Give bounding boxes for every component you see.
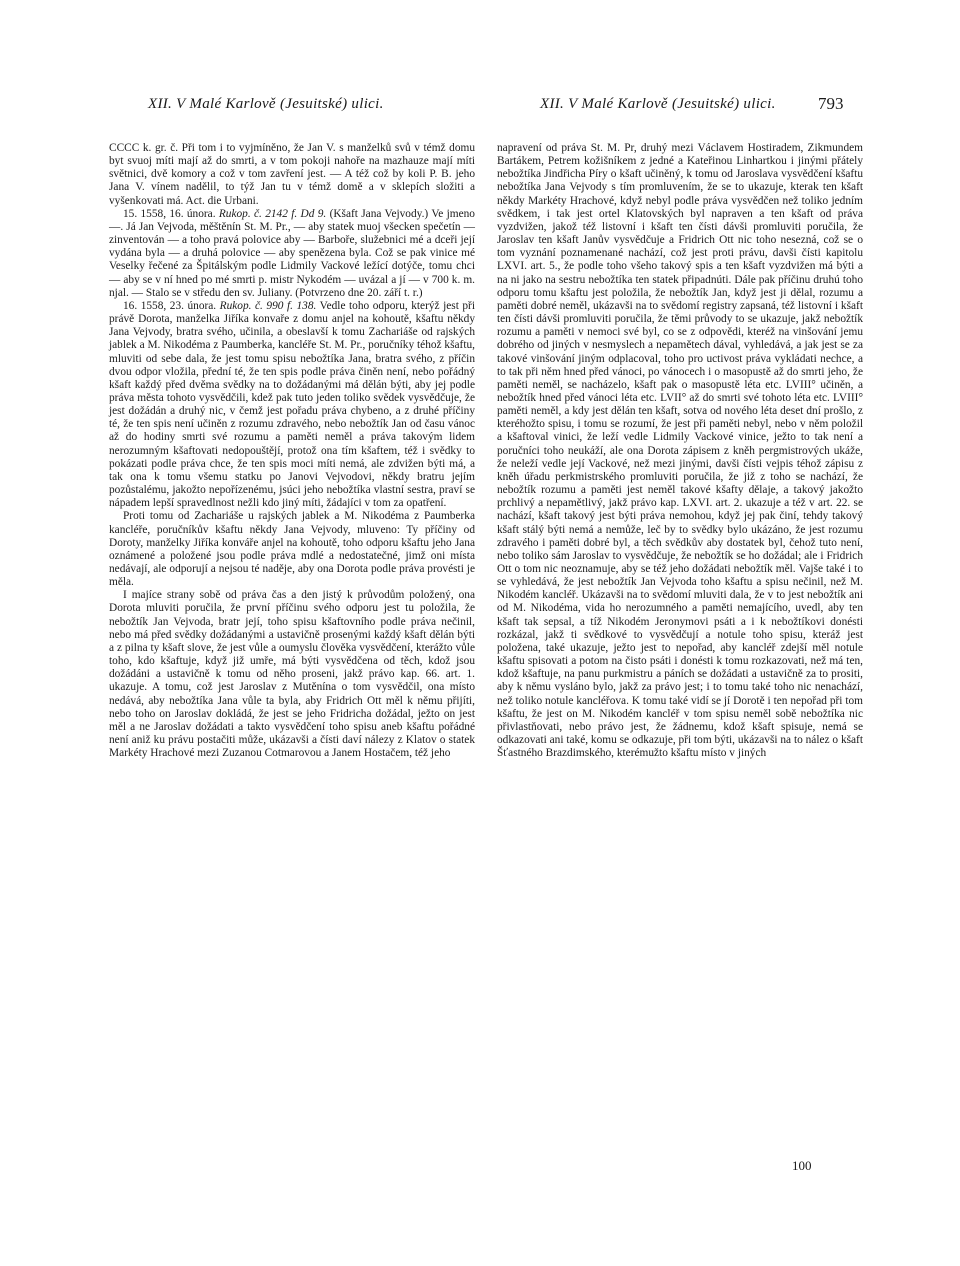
- signature-mark: 100: [792, 1158, 812, 1173]
- paragraph: Proti tomu od Zachariáše u rajských jablek a M. Nikodéma z Paumberka kancléře, poručníkův kšaftu někdy Jana Vejvody, mluveno: Ty příčiny od Doroty, manželky Jiříka konváře anjel na kohoutě, toho odporu kšaftu jeho Jana oznámené a položené jsou podle práva mdlé a nedostatečné, jimž oni místa nedávají, ale odporují a nejsou té naděje, aby ona Dorota podle práva provésti je měla.: [109, 510, 475, 589]
- running-head-right: XII. V Malé Karlově (Jesuitské) ulici.: [540, 96, 776, 112]
- paragraph: I majíce strany sobě od práva čas a den jistý k průvodům položený, ona Dorota mluviti poručila, že první příčinu svého odporu jest tu položila, že nebožtík Jan Vejvoda, bratr její, toho spisu kšaftovního podle práva nečinil, nebo má před svědky dožádanými a ustavičně prosenými každý kšaft dělán býti a z pilna ty kšaft slove, že jest vůle a oumyslu člověka vysvědčení, kterážto vůle toho, kdo kšaftuje, když již umře, má býti vysvědčena od těch, kdož jsou dožádáni a ustavičně k tomu od něho proseni, jakž právo kap. 66. art. 1. ukazuje. A tomu, což jest Jaroslav z Mutěnína o tom vysvědčil, ona místo nedává, aby nebožtíka Jana vůle ta byla, aby Fridrich Ott měl k němu přijíti, nebo toho on Jaroslav dokládá, že jest se jeho Fridricha dožádal, ježto on jest měl a ne Jaroslav dožádati a takto vysvědčení toho spisu aneb kšaftu pořádné není aniž ku právu postačiti může, ukázavši a čísti daví nálezy z Klatov o statek Markéty Hrachové mezi Zuzanou Cotmarovou a Janem Hostačem, též jeho: [109, 589, 475, 760]
- entry-text: (Kšaft Jana Vejvody.) Ve jmeno —. Já Jan Vejvoda, měštěnín St. M. Pr., — aby statek muoj všecken spečetín — zinventován — a toho pravá polovice aby — Barboře, služebnici mé a dceři její vydána byla — a druhá polovice — aby spenězena byla. Což se pak vinice mé Veselky řečené za Špitálským podle Lidmily Vackové ležící dotýče, tomu chci — aby se v ní hned po mé smrti p. mistr Nykodém — uvázal a jí — v 700 k. m. njal. — Stalo se v středu den sv. Juliany. (Potvrzeno dne 20. září t. r.): [109, 207, 475, 299]
- left-column: [109, 142, 475, 760]
- entry-15: [109, 208, 475, 300]
- paragraph: CCCC k. gr. č. Při tom i to vyjmíněno, že Jan V. s manželků svů v témž domu byt svuoj míti mají až do smrti, a v tom pokoji nahoře na mazhauze mají míti světnici, dvě komory a což v tom zavření jest. — A též což by koli P. B. jeho Jana V. vínem nadělil, to týž Jan tu v témž domě a v sklepích složiti a vyšenkovati má. Act. die Urbani.: [109, 142, 475, 207]
- right-column: [497, 142, 863, 760]
- entry-text: Vedle toho odporu, kterýž jest při právě Dorota, manželka Jiříka konvaře z domu anjel na kohoutě, kšaftu někdy Jana Vejvody, bratra svého, učinila, a obeslavší k tomu Zachariáše od rajských jablek a M. Nikodéma z Paumberka, kancléře St. M. Pr., poručníky téhož kšaftu, mluviti od sebe dala, že jest tomu spisu nebožtíka Jana, bratra svého, z příčin dvou odpor vložila, přední té, že ten spis podle práva činěn není, nebo pořádný kšaft každý před dvěma svědky na to dožádanými má dělán býti, aby jej podle práva města tohoto vysvědčili, kdež pak tuto jeden toliko svědek vysvědčuje, že jest dožádán a druhý nic, v čemž jest pořadu práva chybeno, a z druhé příčiny té, že ten spis není učiněn z rozumu zdravého, nebo nebožtík Jan od času vánoc až do hodiny smrti své rozumu a paměti neměl a práva takovým lidem nerozumným kšaftovati nedopouštějí, protož ona tím kšaftem, též i svědky to pokázati podle práva chce, že ten spis moci míti nemá, ale zdvižen býti má, a tak ona k tomu všemu statku po Janovi Vejvodovi, někdy bratru jejím pozůstalému, jakožto nepořízenému, jsúci jeho nebožtíka vlastní sestra, praví se nápadem lepší spravedlnost nežli kdo jiný míti, žádajíci v tom za opatření.: [109, 299, 475, 510]
- running-head-left: XII. V Malé Karlově (Jesuitské) ulici.: [148, 96, 384, 112]
- entry-source: Rukop. č. 990 f. 138.: [219, 299, 317, 312]
- paragraph: napravení od práva St. M. Pr, druhý mezi Václavem Hostiradem, Zikmundem Bartákem, Petrem kožišníkem z jedné a Kateřinou Linhartkou i jinými přátely nebožtíka Jindřicha Píry o kšaft učiněný, k tomu od Jaroslava vysvědčení kšaftu nebožtíka Jana Vejvody s tím promluvením, že se to ukazuje, kterak ten kšaft někdy Markéty Hrachové, když nebyl podle práva vysvědčen než toliko jedním svědkem, i tak jest ortel Klatovských byl napraven a ten kšaft od práva vyzdvižen, jakož též listovní i kšaft ten čísti dávši promluviti poručila, že Jaroslav ten kšaft Janův vysvědčuje a Fridrich Ott nic toho nesezná, což se o tom vyznání poznamenané nachází, což jest proti právu, davši čísti kapitolu LXVI. art. 5., že podle toho všeho takový spis a ten kšaft vyzdvižen má býti a na ni jako na sestru nebožtíka ten statek připadnúti. Dále pak příčinu druhú toho odporu tomu kšaftu jest položila, že nebožtík Jan, když jest ji dělal, rozumu a paměti dobré neměl, ukázavši na to svědomí registry zapsaná, též listovní i kšaft ten čísti dávši promluviti poručila, že těmi průvody to se ukazuje, jakž nebožtík rozumu a paměti v nemoci své byl, co se z odpovědi, kteréž na vinšování jemu dobrého od jiných v nesmyslech a nepamětech dával, vyhledává, a jak jest se za takové vinšování jiným odplacoval, toho pro uctivost práva vykládati nechce, a to tak při něm hned před vánoci, po vánocech i o masopustě až do smrti jeho, že paměti neměl, se nacházelo, kšaft pak o masopustě léta etc. LVIII° učiněn, a nebožtík hned před vánoci léta etc. LVII° až do smrti své tohoto léta etc. LVIII° paměti neměl, a kdy jest dělán ten kšaft, sotva od nového léta deset dní prošlo, z kteréhožto spisu, i tomu se rozumí, že jest při paměti nebyl, nebo v něm položil a kšaftoval vinici, že leží vedle Lidmily Vackové vinice, ježto to tak není a poručníci toho neukáží, ale ona Dorota zápisem z kněh pergmistrových ukáže, že neleží vedle její Vackové, než mezi jinými, davši čísti vejpis téhož zápisu z kněh úřadu perkmistrského promluviti poručila, že již z toho se nachází, že nebožtík rozumu a paměti jest neměl takové kšafty dělaje, a takový jakožto prchlivý a nepamětlivý, jakž právo kap. LXVI. art. 2. ukazuje a též v art. 22. se nachází, kšaft takový jest býti práva nemohou, když jej pak činí, tehdy takový kšaft stálý býti nemá a nemůže, leč by to svědky bylo ukázáno, že jest rozumu zdravého i paměti dobré byl, a těch svědkův aby dostatek byl, čehož tuto není, nebo toliko sám Jaroslav to vysvědčuje, že nebožtík se ho dožádal; ale i Fridrich Ott o tom nic neoznamuje, aby se též jeho dožádati nebožtík měl. Vajše také i to se vyhledává, že jest nebožtík Jan Vejvoda toho kšaftu a spisu nečinil, než M. Nikodém kancléř. Ukázavši na to svědomí mluviti dala, že v to jest nebožtík ani od M. Nikodéma, vida ho nerozumného a paměti nemajícího, uvedl, aby ten kšaft tak sepsal, a tíž Nikodém Jeronymovi psáti a i k nebožtíkovi donésti rozkázal, jakž ti svědkové to vysvědčují a notule toho spisu, kteráž jest položena, také ukazuje, ježto jest to nepořad, aby kancléř zdejší měl notule kšaftu spisovati a potom na čisto psáti i donésti k tomu rozkazovati, než má ten, kdož kšaftuje, na panu purkmistru a páních se dožádati a ustavičně za to prositi, aby k němu vysláno bylo, jakž za právo jest; i to tomu také toho nic nenachází, než toliko notule kancléřova. K tomu také vidí se jí Dorotě i ten nepořad při tom kšaftu, že jest on M. Nikodém kancléř v tom spisu neměl sobě nebožtíka nic přivlastňovati, nebo právo jest, že žádnemu, kdož kšaft spisuje, nemá se odkazovati ani také, komu se odkazuje, při tom býti, ukázavši na to nález o kšaft Šťastného Brazdimského, kterémužto kšaftu místo v jiných: [497, 142, 863, 760]
- entry-date: 15. 1558, 16. února.: [123, 207, 219, 220]
- entry-source: Rukop. č. 2142 f. Dd 9.: [218, 207, 327, 220]
- entry-date: 16. 1558, 23. února.: [123, 299, 220, 312]
- page-number: 793: [818, 94, 844, 113]
- entry-16: [109, 300, 475, 511]
